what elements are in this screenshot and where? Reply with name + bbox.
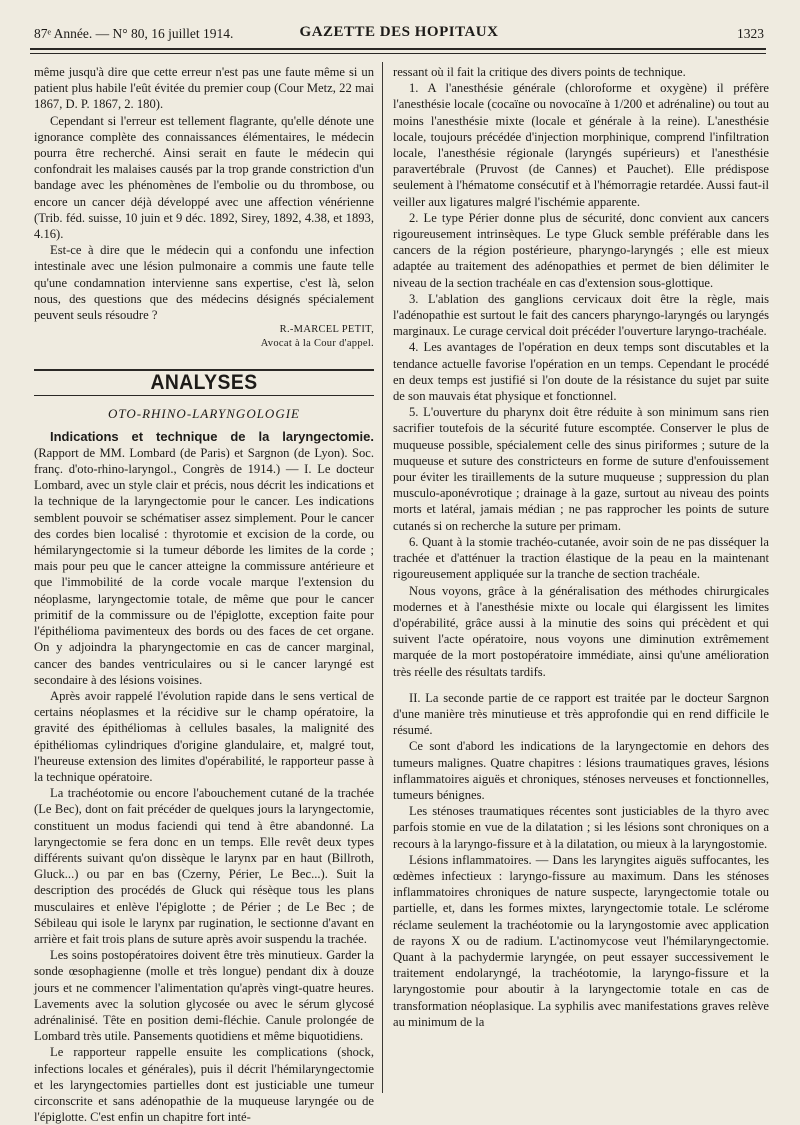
header-rule-thin (30, 53, 766, 54)
paragraph: 2. Le type Périer donne plus de sécurité, donc convient aux cancers rigoureusement intrinsèques. Le type Gluck semble préférable dans les cancers de la région postérieure, pharyngo-laryngés ; elle est mieux adaptée au traitement des adénopathies et permet de bien délimiter le niveau de la section trachéale en cas d'extension sous-glottique. (393, 210, 769, 290)
paragraph: Le rapporteur rappelle ensuite les complications (shock, infections locales et générales), puis il décrit l'hémilaryngectomie et les laryngectomies partielles dont est justiciable une tumeur circonscrite et sans adénopathie de la muqueuse laryngée ou de l'épiglotte. C'est enfin un chapitre fort inté- (34, 1045, 374, 1125)
author-role: Avocat à la Cour d'appel. (260, 338, 374, 350)
paragraph: 4. Les avantages de l'opération en deux temps sont discutables et la tendance actuelle favorise l'opération en un temps. Cependant le procédé en deux temps est justifié si l'on doute de la résistance du sujet par suite de son mauvais état physique et fonctionnel. (393, 340, 769, 404)
paragraph: 3. L'ablation des ganglions cervicaux doit être la règle, mais l'adénopathie est surtout le fait des cancers pharyngo-laryngés ou laryngés marginaux. Le curage cervical doit précéder l'ouverture laryngo-trachéale. (393, 291, 769, 339)
paragraph: 5. L'ouverture du pharynx doit être réduite à son minimum sans rien sacrifier toutefois de la sécurité future escomptée. Conserver le plus de muqueuse possible, spécialement celle des sinus piriformes ; suture de la muqueuse et suture des constricteurs en forme de suture d'enfouissement pour éviter les tiraillements de la suture muqueuse ; suppression du plan musculo-aponévrotique ; drainage à la gaze, surtout au niveau des points morts et latéral, jamais médian ; ne pas rapprocher les points de suture cutanés si on recherche la suture per primam. (393, 405, 769, 533)
paragraph: 6. Quant à la stomie trachéo-cutanée, avoir soin de ne pas disséquer la trachée et d'atténuer la traction élastique de la peau en la maintenant rigoureusement appliquée sur la tranche de section trachéale. (393, 534, 769, 582)
page-header (34, 20, 764, 46)
paragraph: même jusqu'à dire que cette erreur n'est pas une faute même si un patient plus habile l'eût évitée du premier coup (Cour Metz, 22 mai 1867, D. P. 1867, 2. 180). (34, 65, 374, 112)
right-column (393, 64, 769, 1030)
paragraph: Est-ce à dire que le médecin qui a confondu une infection intestinale avec une lésion pulmonaire a commis une faute telle qu'une condamnation intervienne sans expertise, c'est là, selon nous, des questions que des médecins désignés spécialement peuvent seuls résoudre ? (34, 243, 374, 323)
paragraph: II. La seconde partie de ce rapport est traitée par le docteur Sargnon d'une manière très minutieuse et très approfondie qui en rend difficile le résumé. (393, 690, 769, 738)
paragraph: Lésions inflammatoires. — Dans les laryngites aiguës suffocantes, les œdèmes infectieux : laryngo-fissure au maximum. Dans les sténoses inflammatoires chroniques de nature suspecte, laryngectomie totale ou partielle, et, dans les formes mixtes, laryngectomie totale. Le sclérome réclame seulement la trachéotomie ou la laryngostomie avec application de rayons X ou de radium. L'actinomycose veut l'hémilaryngectomie. Quant à la pachydermie laryngée, on peut essayer successivement le traitement endolaryngé, la trachéotomie, la laryngo-fissure et la laryngostomie pour aboutir à la laryngectomie totale en cas de transformation néoplasique. La syphilis avec manifestations graves relève au minimum de la (393, 852, 769, 1029)
column-divider (382, 62, 383, 1093)
author-signature (34, 323, 374, 351)
section-header (34, 369, 374, 396)
subsection-title: OTO-RHINO-LARYNGOLOGIE (108, 406, 300, 422)
journal-title: GAZETTE DES HOPITAUX (299, 24, 499, 40)
paragraph: ressant où il fait la critique des divers points de technique. (393, 65, 686, 79)
issue-info: 87ᵉ Année. — N° 80, 16 juillet 1914. (34, 26, 234, 41)
section-rule (34, 395, 374, 396)
paragraph: La trachéotomie ou encore l'abouchement cutané de la trachée (Le Bec), dont on fait précéder de quelques jours la laryngectomie, constituent un modus faciendi qui tend à être abandonné. La laryngectomie se fera donc en un temps. Elle revêt deux types différents suivant qu'on dissèque le larynx par en haut (Billroth, Gluck...) ou par en bas (Czerny, Périer, Le Bec...). Suit la description des procédés de Gluck qui résèque tous les plans musculaires et enlève l'épiglotte ; de Périer ; de Le Bec ; de Sébileau qui isole le larynx par rugination, le sectionne d'avant en arrière et fait trois plans de suture après avoir suspendu la trachée. (34, 786, 374, 946)
author-name: R.-MARCEL PETIT, (279, 324, 374, 336)
left-column (34, 64, 374, 1125)
header-rule (30, 48, 766, 50)
paragraph: 1. A l'anesthésie générale (chloroforme et oxygène) il préfère l'anesthésie locale (cocaïne ou novocaïne à 1/200 et adrénaline) ou tout au moins l'anesthésie mixte (locale et générale à la reine). L'anesthésie locale, toujours précédée d'injection morphinique, comprend l'infiltration locale, l'anesthésie régionale (laryngés supérieurs) et l'anesthésie paravertébrale (Pruvost (de Cannes) et Pauchet). Elle prédispose seulement à l'hématome consécutif et à l'hémorragie retardée. Aussi faut-il veiller aux ligatures malgré l'ischémie apparente. (393, 81, 769, 209)
article-lead (34, 429, 374, 688)
paragraph: Ce sont d'abord les indications de la laryngectomie en dehors des tumeurs malignes. Quatre chapitres : lésions traumatiques graves, lésions inflammatoires aiguës et chroniques, sténoses nerveuses et fonctionnelles, tumeurs bénignes. (393, 739, 769, 802)
page-number: 1323 (737, 26, 764, 41)
paragraph: Les sténoses traumatiques récentes sont justiciables de la thyro avec parfois stomie en vue de la dilatation ; si les lésions sont chroniques on a recours à la laryngo-fissure et à la dilatation, ou mieux à la laryngostomie. (393, 804, 769, 851)
paragraph: Après avoir rappelé l'évolution rapide dans le sens vertical de certains néoplasmes et la récidive sur le champ opératoire, la gravité des épithéliomas à cellules basales, la malignité des épithéliomas cylindriques d'origine glandulaire, et, malgré tout, l'heureuse extension des limites d'opérabilité, le rapporteur passe à la technique opératoire. (34, 688, 374, 784)
article-intro: (Rapport de MM. Lombard (de Paris) et Sargnon (de Lyon). Soc. franç. d'oto-rhino-laryngol., Congrès de 1914.) — I. Le docteur Lombard, avec un style clair et précis, nous décrit les indications et la technique de la laryngectomie pour le cancer. Les indications semblent pouvoir se schématiser assez simplement. Pour le cancer des cordes bien localisé : thyrotomie et excision de la corde, ou hémilaryngectomie si la tumeur déborde les limites de la corde ; mais pour peu que le cancer atteigne la commissure antérieure et que l'immobilité de la corde vocale marque l'extension du néoplasme, laryngectomie totale, de même que pour le cancer primitif de la commissure ou de l'épiglotte, exception faite pour l'épithélioma pavimenteux des bords ou des faces de cet organe. On y adjoindra la pharyngectomie en cas de cancer marginal, cancer des bandes ventriculaires ou si le cancer laryngé est secondaire à des lésions voisines. (34, 445, 374, 687)
paragraph: Les soins postopératoires doivent être très minutieux. Garder la sonde œsophagienne (molle et très longue) pendant dix à douze jours et ne commencer l'alimentation qu'après vingt-quatre heures. Lavements avec la solution glycosée ou avec le sérum glycosé adrénalinisé. Tête en position demi-fléchie. Canule prolongée de Lombard très utile. Pansements quotidiens et même biquotidiens. (34, 948, 374, 1044)
paragraph: Nous voyons, grâce à la généralisation des méthodes chirurgicales modernes et à l'anesthésie mixte ou locale qui élargissent les limites d'opérabilité, grâce aussi à la minutie des soins qui précèdent et qui suivent l'acte opératoire, nous voyons une diminution extrêmement marquée de la mort postopératoire immédiate, ainsi qu'une amélioration très réelle des résultats tardifs. (393, 583, 769, 679)
section-title: ANALYSES (150, 371, 258, 395)
article-headline: Indications et technique de la laryngectomie. (50, 428, 374, 444)
paragraph: Cependant si l'erreur est tellement flagrante, qu'elle dénote une ignorance complète des connaissances élémentaires, le médecin pourra être recherché. Ainsi serait en faute le médecin qui confondrait les malaises causés par la trop grande constriction d'un bandage avec les phénomènes de l'embolie ou du thrombose, ou encore un cancer déjà développé avec une affection vénérienne (Trib. féd. suisse, 10 juin et 9 déc. 1892, Sirey, 1892, 4.38, et 1893, 4.16). (34, 113, 374, 242)
